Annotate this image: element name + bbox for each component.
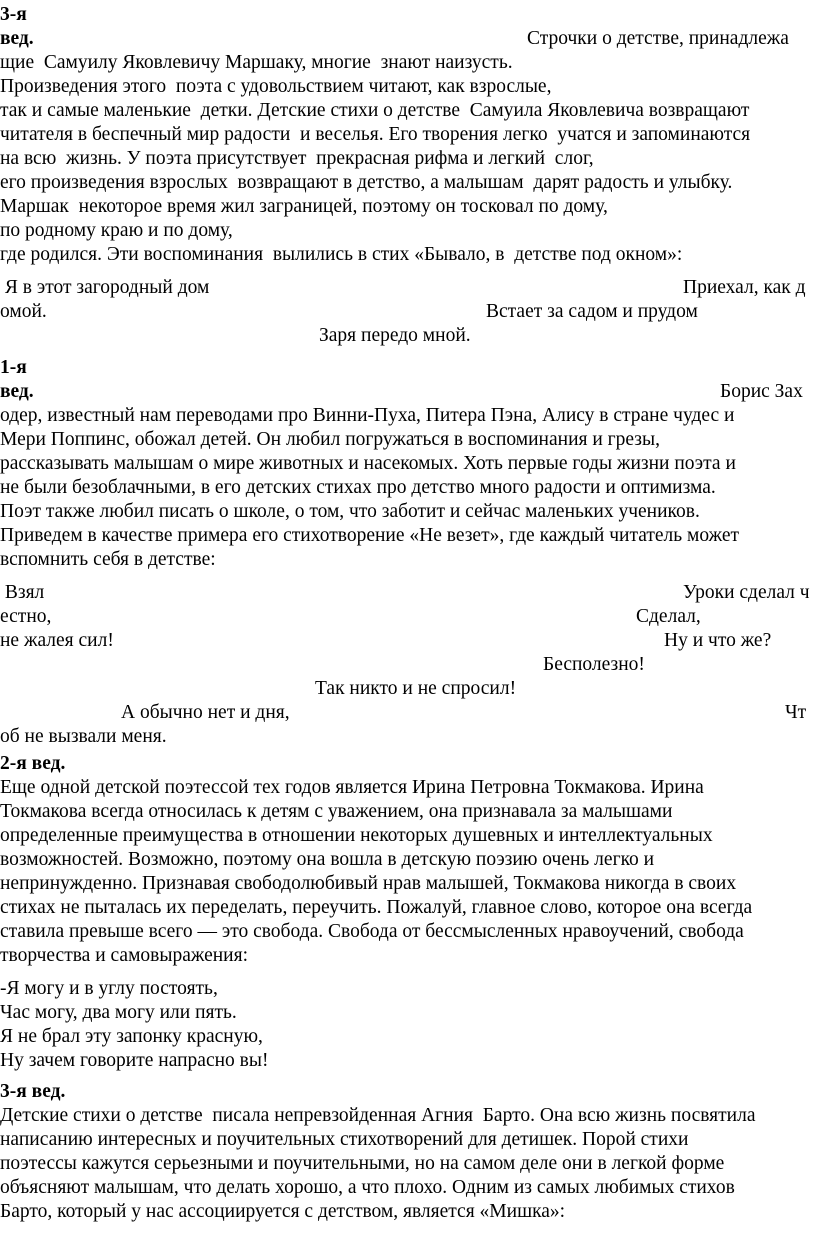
- text-line: вспомнить себя в детстве:: [0, 549, 216, 570]
- text-line: поэтессы кажутся серьезными и поучительными, но на самом деле они в легкой форме: [0, 1153, 725, 1174]
- text-line: Приведем в качестве примера его стихотворение «Не везет», где каждый читатель может: [0, 525, 740, 546]
- speaker-label: 2-я вед.: [0, 753, 66, 774]
- text-line: Взял: [0, 582, 45, 603]
- text-line: не жалея сил!: [0, 630, 114, 651]
- text-line: Уроки сделал ч: [683, 582, 810, 603]
- text-line: Борис Зах: [720, 381, 803, 402]
- text-line: об не вызвали меня.: [0, 726, 167, 747]
- text-line: Ну и что же?: [664, 630, 772, 651]
- text-line: его произведения взрослых возвращают в детство, а малышам дарят радость и улыбку.: [0, 172, 733, 193]
- text-line: непринужденно. Признавая свободолюбивый нрав малышей, Токмакова никогда в своих: [0, 873, 737, 894]
- text-line: Маршак некоторое время жил заграницей, поэтому он тосковал по дому,: [0, 196, 608, 217]
- speaker-label: вед.: [0, 28, 34, 49]
- text-line: естно,: [0, 606, 52, 627]
- text-line: щие Самуилу Яковлевичу Маршаку, многие знают наизусть.: [0, 52, 513, 73]
- speaker-label: 1-я: [0, 357, 27, 378]
- text-line: читателя в беспечный мир радости и веселья. Его творения легко учатся и запоминаются: [0, 124, 751, 145]
- text-line: Барто, который у нас ассоциируется с детством, является «Мишка»:: [0, 1201, 566, 1222]
- text-line: так и самые маленькие детки. Детские стихи о детстве Самуила Яковлевича возвращают: [0, 100, 750, 121]
- speaker-label: 3-я вед.: [0, 1081, 66, 1102]
- text-line: Приехал, как д: [683, 277, 806, 298]
- text-line: Мери Поппинс, обожал детей. Он любил погружаться в воспоминания и грезы,: [0, 429, 660, 450]
- text-line: А обычно нет и дня,: [121, 702, 290, 723]
- text-line: Еще одной детской поэтессой тех годов является Ирина Петровна Токмакова. Ирина: [0, 777, 704, 798]
- text-line: Детские стихи о детстве писала непревзойденная Агния Барто. Она всю жизнь посвятила: [0, 1105, 756, 1126]
- speaker-label: 3-я: [0, 4, 27, 25]
- speaker-label: вед.: [0, 381, 34, 402]
- text-line: стихах не пыталась их переделать, переучить. Пожалуй, главное слово, которое она всегда: [0, 897, 753, 918]
- text-line: объясняют малышам, что делать хорошо, а что плохо. Одним из самых любимых стихов: [0, 1177, 735, 1198]
- text-line: на всю жизнь. У поэта присутствует прекрасная рифма и легкий слог,: [0, 148, 594, 169]
- text-line: одер, известный нам переводами про Винни-Пуха, Питера Пэна, Алису в стране чудес и: [0, 405, 735, 426]
- text-line: Я в этот загородный дом: [0, 277, 210, 298]
- text-line: Я не брал эту запонку красную,: [0, 1026, 263, 1047]
- text-line: определенные преимущества в отношении некоторых душевных и интеллектуальных: [0, 825, 713, 846]
- text-line: рассказывать малышам о мире животных и насекомых. Хоть первые годы жизни поэта и: [0, 453, 736, 474]
- text-line: Поэт также любил писать о школе, о том, что заботит и сейчас маленьких учеников.: [0, 501, 700, 522]
- text-line: -Я могу и в углу постоять,: [0, 978, 218, 999]
- text-line: Токмакова всегда относилась к детям с уважением, она признавала за малышами: [0, 801, 673, 822]
- text-line: по родному краю и по дому,: [0, 220, 233, 241]
- text-line: Бесполезно!: [543, 654, 645, 675]
- text-line: Ну зачем говорите напрасно вы!: [0, 1050, 269, 1071]
- text-line: творчества и самовыражения:: [0, 945, 249, 966]
- text-line: омой.: [0, 301, 47, 322]
- text-line: ставила превыше всего — это свобода. Свобода от бессмысленных нравоучений, свобода: [0, 921, 744, 942]
- text-line: Сделал,: [636, 606, 701, 627]
- text-line: Заря передо мной.: [319, 325, 471, 346]
- text-line: где родился. Эти воспоминания вылились в стих «Бывало, в детстве под окном»:: [0, 244, 683, 265]
- text-line: Час могу, два могу или пять.: [0, 1002, 237, 1023]
- text-line: Встает за садом и прудом: [486, 301, 698, 322]
- text-line: написанию интересных и поучительных стихотворений для детишек. Порой стихи: [0, 1129, 689, 1150]
- text-line: Так никто и не спросил!: [315, 678, 517, 699]
- text-line: возможностей. Возможно, поэтому она вошла в детскую поэзию очень легко и: [0, 849, 655, 870]
- text-line: не были безоблачными, в его детских стихах про детство много радости и оптимизма.: [0, 477, 716, 498]
- text-line: Строчки о детстве, принадлежа: [527, 28, 789, 49]
- text-line: Чт: [785, 702, 807, 723]
- text-line: Произведения этого поэта с удовольствием читают, как взрослые,: [0, 76, 552, 97]
